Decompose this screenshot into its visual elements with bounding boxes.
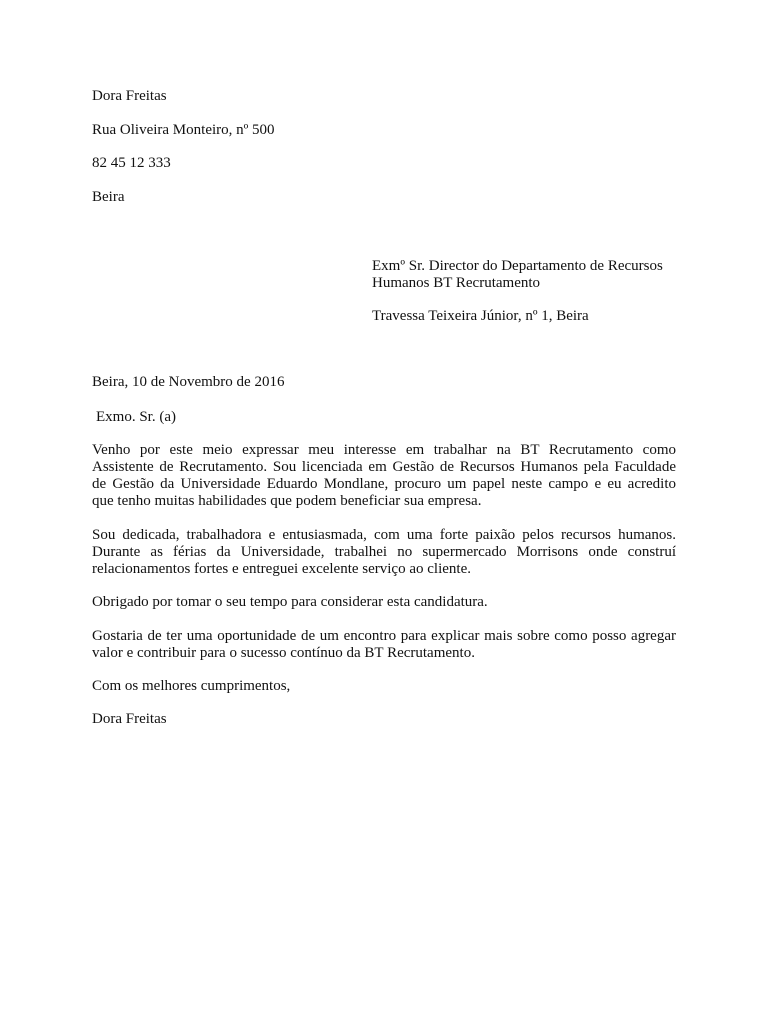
sender-city: Beira [92,189,125,205]
recipient-line-2: Humanos BT Recrutamento [372,275,541,291]
sender-name: Dora Freitas [92,88,167,104]
paragraph-line: relacionamentos fortes e entreguei excelente serviço ao cliente. [92,561,471,577]
paragraph-line: que tenho muitas habilidades que podem beneficiar sua empresa. [92,493,482,509]
paragraph-line: Durante as férias da Universidade, trabalhei no supermercado Morrisons onde construí [92,544,676,560]
body-paragraph-4 [92,628,676,662]
sender-address: Rua Oliveira Monteiro, nº 500 [92,122,275,138]
paragraph-line: Venho por este meio expressar meu interesse em trabalhar na BT Recrutamento como [92,442,676,458]
body-paragraph-2 [92,527,676,578]
sender-phone: 82 45 12 333 [92,155,171,171]
body-paragraph-3 [92,594,676,611]
paragraph-line: valor e contribuir para o sucesso contínuo da BT Recrutamento. [92,645,475,661]
paragraph-line: Obrigado por tomar o seu tempo para considerar esta candidatura. [92,594,488,610]
paragraph-line: Assistente de Recrutamento. Sou licenciada em Gestão de Recursos Humanos pela Faculdade [92,459,676,475]
body-paragraph-1 [92,442,676,510]
closing: Com os melhores cumprimentos, [92,678,291,694]
paragraph-line: de Gestão da Universidade Eduardo Mondlane, procuro um papel neste campo e eu acredito [92,476,676,492]
signature: Dora Freitas [92,711,167,727]
paragraph-line: Gostaria de ter uma oportunidade de um encontro para explicar mais sobre como posso agregar [92,628,676,644]
paragraph-line: Sou dedicada, trabalhadora e entusiasmada, com uma forte paixão pelos recursos humanos. [92,527,676,543]
salutation: Exmo. Sr. (a) [96,409,176,425]
recipient-address: Travessa Teixeira Júnior, nº 1, Beira [372,308,589,324]
recipient-line-1: Exmº Sr. Director do Departamento de Recursos [372,258,663,274]
letter-date: Beira, 10 de Novembro de 2016 [92,374,285,390]
